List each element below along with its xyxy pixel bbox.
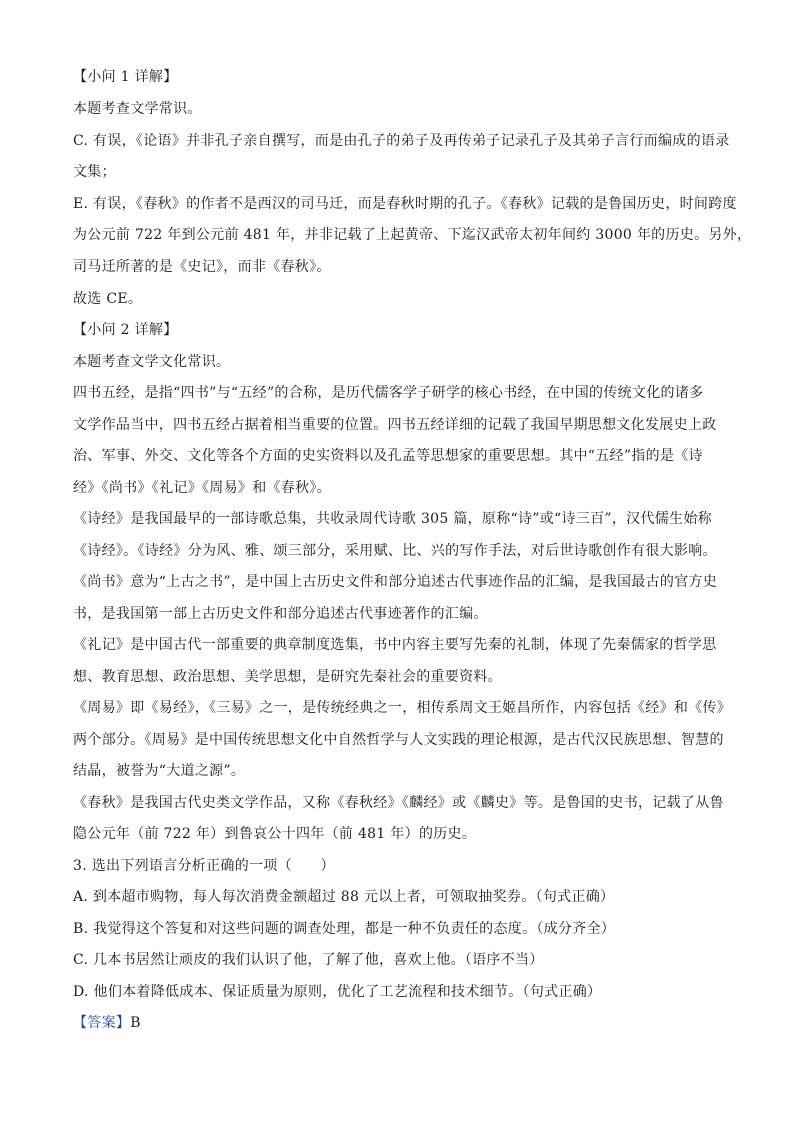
q2-para1-line2: 文学作品当中，四书五经占据着相当重要的位置。四书五经详细的记载了我国早期思想文化发展史上政 [73,417,717,433]
q2-para2-line2: 《诗经》。《诗经》分为风、雅、颂三部分，采用赋、比、兴的写作手法，对后世诗歌创作有很大影响。 [73,543,717,559]
answer-value: B [130,1015,141,1031]
q2-header: 【小问 2 详解】 [73,322,178,338]
q2-para6-line1: 《春秋》是我国古代史类文学作品，又称《春秋经》《麟经》或《麟史》等。是鲁国的史书，记载了从鲁 [73,795,724,811]
q1-option-e-line3: 司马迁所著的是《史记》，而非《春秋》。 [73,259,331,275]
q1-option-e-line1: E. 有误，《春秋》的作者不是西汉的司马迁，而是春秋时期的孔子。《春秋》记载的是鲁国历史，时间跨度 [73,196,737,212]
q1-option-c-line2: 文集； [73,164,116,180]
q2-para5-line2: 两个部分。《周易》是中国传统思想文化中自然哲学与人文实践的理论根源，是古代汉民族思想、智慧的 [73,732,724,748]
q2-intro: 本题考查文学文化常识。 [73,354,231,370]
q2-para1-line1: 四书五经，是指“四书”与“五经”的合称，是历代儒客学子研学的核心书经，在中国的传统文化的诸多 [73,385,704,401]
q1-intro: 本题考查文学常识。 [73,101,202,117]
q2-para1-line4: 经》《尚书》《礼记》《周易》和《春秋》。 [73,480,331,496]
q2-para2-line1: 《诗经》是我国最早的一部诗歌总集，共收录周代诗歌 305 篇，原称“诗”或“诗三百”，汉代儒生始称 [73,511,712,527]
q2-para5-line1: 《周易》即《易经》，《三易》之一，是传统经典之一，相传系周文王姬昌所作，内容包括《经》和《传》 [73,700,732,716]
q3-answer [73,1014,733,1032]
q2-para5-line3: 结晶，被誉为“大道之源”。 [73,763,246,779]
q2-para1-line3: 治、军事、外交、文化等各个方面的史实资料以及孔孟等思想家的重要思想。其中“五经”指的是《诗 [73,448,703,464]
q1-option-e-line2: 为公元前 722 年到公元前 481 年，并非记载了上起黄帝、下迄汉武帝太初年间约 3000 年的历史。另外， [73,227,752,243]
q3-option-b: B. 我觉得这个答复和对这些问题的调查处理，都是一种不负责任的态度。（成分齐全） [73,921,616,937]
q1-conclusion: 故选 CE。 [73,291,143,307]
answer-label: 【答案】 [73,1015,131,1031]
q3-option-c: C. 几本书居然让顽皮的我们认识了他，了解了他，喜欢上他。（语序不当） [73,952,544,968]
q2-para3-line2: 书，是我国第一部上古历史文件和部分追述古代事迹著作的汇编。 [73,606,488,622]
q2-para4-line1: 《礼记》是中国古代一部重要的典章制度选集，书中内容主要写先秦的礼制，体现了先秦儒家的哲学思 [73,637,717,653]
q2-para4-line2: 想、教育思想、政治思想、美学思想，是研究先秦社会的重要资料。 [73,669,502,685]
q3-option-a: A. 到本超市购物，每人每次消费金额超过 88 元以上者，可领取抽奖券。（句式正确） [73,889,615,905]
q2-para6-line2: 隐公元年（前 722 年）到鲁哀公十四年（前 481 年）的历史。 [73,826,477,842]
q3-stem: 3. 选出下列语言分析正确的一项（ ） [73,858,335,874]
q1-header: 【小问 1 详解】 [73,69,178,85]
q2-para3-line1: 《尚书》意为“上古之书”，是中国上古历史文件和部分追述古代事迹作品的汇编，是我国最古的官方史 [73,574,718,590]
q1-option-c-line1: C. 有误，《论语》并非孔子亲自撰写，而是由孔子的弟子及再传弟子记录孔子及其弟子言行而编成的语录 [73,133,730,149]
q3-option-d: D. 他们本着降低成本、保证质量为原则，优化了工艺流程和技术细节。（句式正确） [73,984,602,1000]
